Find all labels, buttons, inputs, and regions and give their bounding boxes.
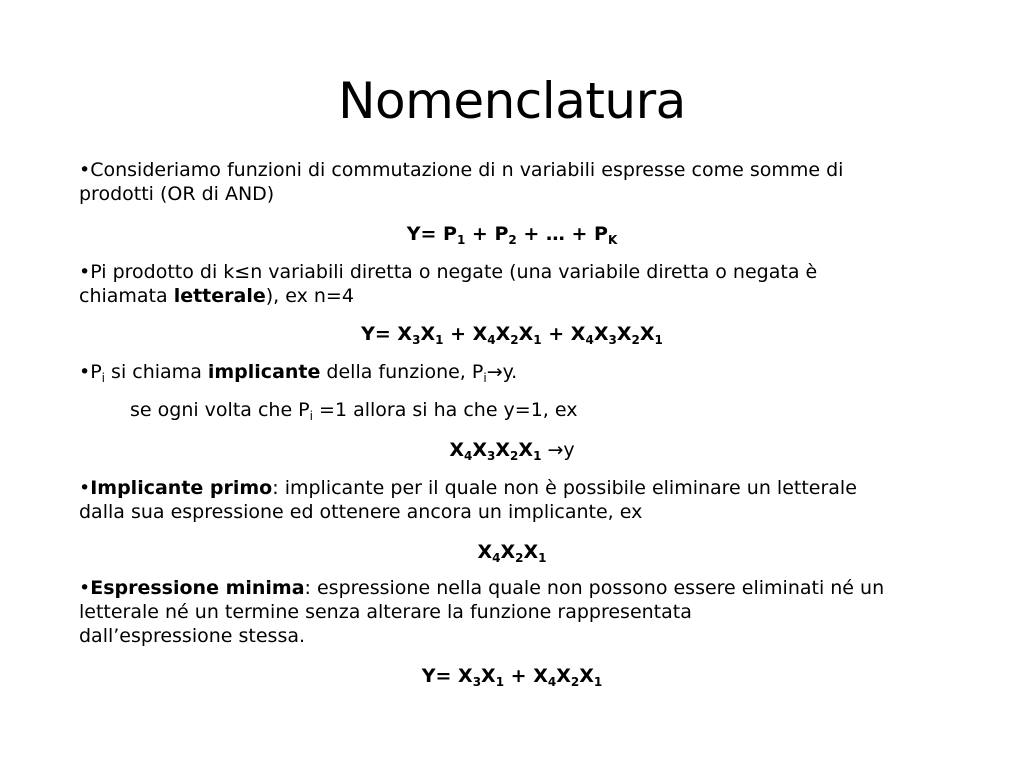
slide-title: Nomenclatura	[338, 72, 686, 130]
term-letterale: letterale	[173, 285, 266, 307]
paragraph-2-line-2: chiamata letterale), ex n=4	[79, 285, 354, 307]
paragraph-2-line-1: •Pi prodotto di k≤n variabili diretta o negate (una variabile diretta o negata è	[79, 261, 818, 283]
paragraph-5-line-2: letterale né un termine senza alterare la funzione rappresentata	[79, 601, 692, 623]
formula-5: $Y= X_3X_1 + X_4X_2X_1$	[421, 665, 603, 689]
arrow-icon: →	[486, 361, 503, 383]
term-implicante: implicante	[207, 361, 321, 383]
paragraph-1-line-1: •Consideriamo funzioni di commutazione di n variabili espresse come somme di	[79, 159, 844, 181]
term-implicante-primo: Implicante primo	[90, 477, 273, 499]
term-espressione-minima: Espressione minima	[90, 577, 305, 599]
paragraph-1-line-2: prodotti (OR di AND)	[79, 183, 275, 205]
paragraph-3-line-1: $•P_i$ si chiama implicante della funzione, $P_i\to y$.	[79, 361, 518, 385]
arrow-icon: →	[541, 439, 564, 461]
paragraph-4-line-2: dalla sua espressione ed ottenere ancora un implicante, ex	[79, 501, 643, 523]
formula-3: $X_4X_3X_2X_1 \to y$	[449, 439, 575, 463]
paragraph-5-line-1: •Espressione minima: espressione nella quale non possono essere eliminati né un	[79, 577, 885, 599]
formula-1: $Y= P_1 + P_2$ + … + $P_K$	[406, 223, 618, 247]
formula-4: $X_4X_2X_1$	[477, 541, 547, 565]
paragraph-4-line-1: •Implicante primo: implicante per il quale non è possibile eliminare un letterale	[79, 477, 857, 499]
formula-2: $Y= X_3X_1 + X_4X_2X_1 + X_4X_3X_2X_1$	[361, 323, 663, 347]
paragraph-3-line-2: se ogni volta che $P_i =1$ allora si ha che y=1, ex	[130, 399, 578, 423]
paragraph-5-line-3: dall’espressione stessa.	[79, 625, 306, 647]
